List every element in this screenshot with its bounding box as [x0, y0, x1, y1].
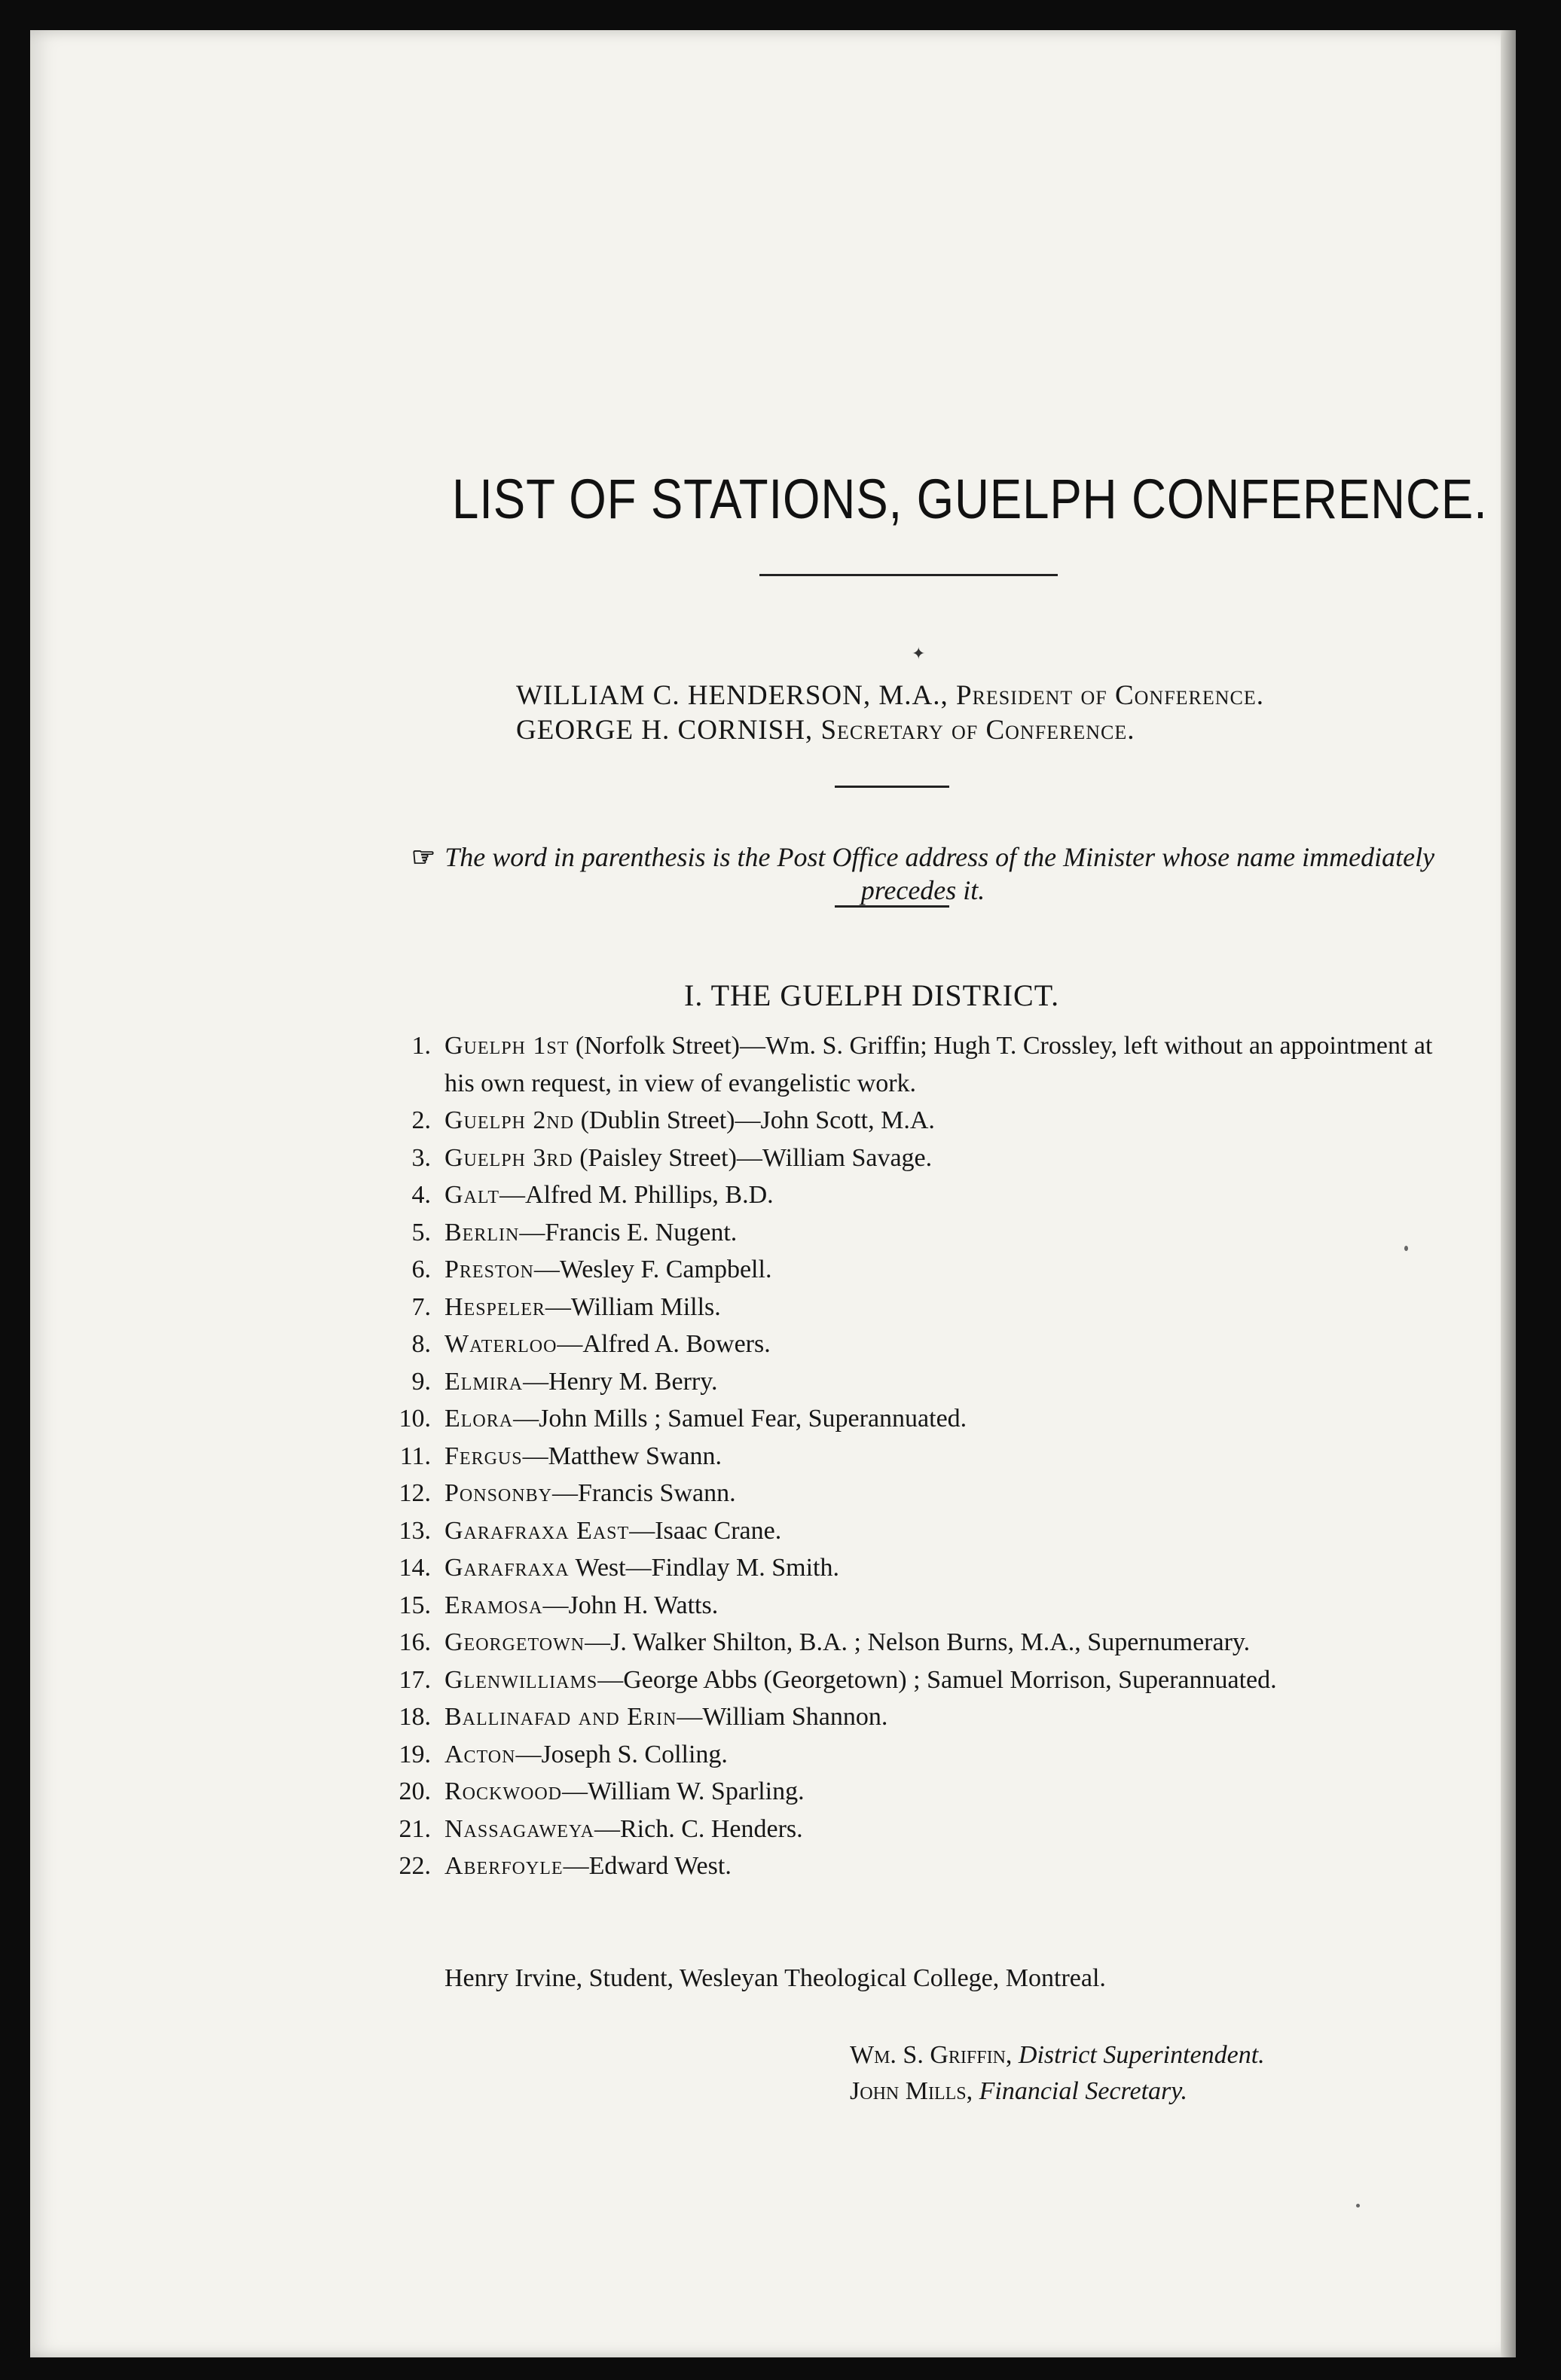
station-entry	[384, 1811, 1446, 1848]
station-ministers: —Alfred A. Bowers.	[557, 1330, 771, 1358]
station-name: Preston	[444, 1256, 534, 1283]
station-ministers: —John H. Watts.	[542, 1591, 719, 1619]
station-entry	[384, 1363, 1446, 1401]
station-ministers: (Norfolk Street)—Wm. S. Griffin; Hugh T. Crossley, left without an appointment at his own request, in view of evangelistic work.	[444, 1032, 1433, 1097]
pointing-hand-icon: ☞	[411, 842, 436, 872]
station-name: Eramosa	[444, 1591, 543, 1619]
station-entry	[384, 1027, 1446, 1102]
divider-rule	[835, 905, 949, 908]
station-entry	[384, 1698, 1446, 1736]
entry-number: 2.	[411, 1106, 431, 1134]
station-name: Rockwood	[444, 1777, 562, 1805]
station-entry	[384, 1251, 1446, 1289]
station-ministers: —Rich. C. Henders.	[594, 1814, 803, 1843]
station-entry	[384, 1214, 1446, 1252]
signature-financial-secretary	[850, 2077, 1187, 2106]
entry-number: 11.	[399, 1442, 431, 1470]
station-name: Guelph 2nd	[444, 1106, 575, 1134]
entry-number: 6.	[411, 1256, 431, 1283]
station-ministers: (Dublin Street)—John Scott, M.A.	[574, 1106, 935, 1134]
station-ministers: —Isaac Crane.	[629, 1516, 782, 1545]
station-entry	[384, 1773, 1446, 1811]
station-entry	[384, 1512, 1446, 1550]
address-note	[407, 841, 1439, 907]
station-name: Ballinafad and Erin	[444, 1703, 677, 1731]
station-ministers: —Edward West.	[563, 1852, 732, 1880]
signature-role: District Superintendent.	[1018, 2041, 1265, 2069]
entry-number: 5.	[411, 1218, 431, 1246]
entry-number: 3.	[411, 1143, 431, 1172]
signature-name: John Mills,	[850, 2077, 973, 2105]
entry-number: 14.	[399, 1554, 431, 1582]
station-entry	[384, 1848, 1446, 1885]
district-title: I. THE GUELPH DISTRICT.	[684, 978, 1060, 1012]
title-rule	[759, 574, 1058, 576]
station-name: Waterloo	[444, 1330, 558, 1358]
page-title: LIST OF STATIONS, GUELPH CONFERENCE.	[452, 468, 1488, 530]
signature-role: Financial Secretary.	[979, 2077, 1187, 2105]
officer-role: Secretary of Conference.	[820, 715, 1135, 746]
station-name: Guelph 1st	[444, 1032, 570, 1060]
note-text: The word in parenthesis is the Post Office address of the Minister whose name immediately precedes it.	[444, 842, 1435, 905]
station-name: Garafraxa	[444, 1554, 570, 1582]
station-ministers: —Wesley F. Campbell.	[533, 1256, 772, 1283]
entry-number: 1.	[411, 1032, 431, 1060]
station-entry	[384, 1326, 1446, 1363]
station-entry	[384, 1624, 1446, 1661]
station-ministers: —J. Walker Shilton, B.A. ; Nelson Burns, M.A., Supernumerary.	[585, 1628, 1251, 1656]
entry-number: 18.	[399, 1703, 431, 1731]
page-edge	[1501, 30, 1516, 2357]
station-ministers: —William Mills.	[545, 1292, 721, 1321]
station-name: Berlin	[444, 1218, 520, 1246]
officer-president	[516, 679, 1264, 712]
station-entry	[384, 1475, 1446, 1512]
ornament-icon: ✦	[912, 644, 926, 663]
station-entry	[384, 1140, 1446, 1177]
station-ministers: —Francis E. Nugent.	[519, 1218, 738, 1246]
station-ministers: —William W. Sparling.	[562, 1777, 805, 1805]
station-ministers: —Alfred M. Phillips, B.D.	[499, 1181, 774, 1209]
station-ministers: —William Shannon.	[677, 1703, 888, 1731]
entry-number: 20.	[399, 1777, 431, 1805]
station-ministers: —Henry M. Berry.	[523, 1367, 718, 1396]
entry-number: 16.	[399, 1628, 431, 1656]
station-entry	[384, 1587, 1446, 1625]
entry-number: 9.	[411, 1367, 431, 1396]
station-name: Aberfoyle	[444, 1852, 564, 1880]
ink-speck	[1356, 2204, 1360, 2208]
station-ministers: —George Abbs (Georgetown) ; Samuel Morrison, Superannuated.	[597, 1665, 1277, 1694]
signature-superintendent	[850, 2041, 1265, 2070]
entry-number: 4.	[411, 1181, 431, 1209]
officer-role: President of Conference.	[956, 680, 1265, 711]
entry-number: 13.	[399, 1516, 431, 1545]
entry-number: 10.	[399, 1405, 431, 1433]
station-entry	[384, 1549, 1446, 1587]
station-ministers: West—Findlay M. Smith.	[569, 1554, 839, 1582]
station-entry	[384, 1289, 1446, 1326]
divider-rule	[835, 786, 949, 788]
station-ministers: —Matthew Swann.	[522, 1442, 722, 1470]
entry-number: 15.	[399, 1591, 431, 1619]
entry-number: 12.	[399, 1479, 431, 1507]
station-entry	[384, 1176, 1446, 1214]
station-ministers: —Francis Swann.	[551, 1479, 736, 1507]
entry-number: 22.	[399, 1852, 431, 1880]
station-entry	[384, 1736, 1446, 1774]
student-line: Henry Irvine, Student, Wesleyan Theological College, Montreal.	[444, 1964, 1106, 1992]
station-name: Garafraxa East	[444, 1516, 630, 1545]
station-entry	[384, 1438, 1446, 1475]
signature-name: Wm. S. Griffin,	[850, 2041, 1013, 2069]
station-entry	[384, 1102, 1446, 1140]
entry-number: 21.	[399, 1814, 431, 1843]
station-name: Galt	[444, 1181, 500, 1209]
document-page	[30, 30, 1516, 2357]
station-name: Glenwilliams	[444, 1665, 598, 1694]
station-name: Elmira	[444, 1367, 524, 1396]
station-ministers: (Paisley Street)—William Savage.	[573, 1143, 933, 1172]
officer-name: GEORGE H. CORNISH,	[516, 715, 814, 746]
station-name: Hespeler	[444, 1292, 545, 1321]
station-ministers: —John Mills ; Samuel Fear, Superannuated.	[513, 1405, 967, 1433]
station-name: Elora	[444, 1405, 514, 1433]
ink-speck	[1404, 1246, 1408, 1251]
station-ministers: —Joseph S. Colling.	[515, 1740, 728, 1768]
station-name: Fergus	[444, 1442, 523, 1470]
station-name: Ponsonby	[444, 1479, 552, 1507]
officer-secretary	[516, 714, 1135, 746]
entry-number: 7.	[411, 1292, 431, 1321]
station-name: Acton	[444, 1740, 516, 1768]
entry-number: 8.	[411, 1330, 431, 1358]
station-list	[384, 1027, 1446, 1885]
station-entry	[384, 1400, 1446, 1438]
station-entry	[384, 1661, 1446, 1699]
station-name: Nassagaweya	[444, 1814, 594, 1843]
station-name: Georgetown	[444, 1628, 585, 1656]
officer-name: WILLIAM C. HENDERSON, M.A.,	[516, 680, 949, 711]
entry-number: 19.	[399, 1740, 431, 1768]
station-name: Guelph 3rd	[444, 1143, 573, 1172]
entry-number: 17.	[399, 1665, 431, 1694]
